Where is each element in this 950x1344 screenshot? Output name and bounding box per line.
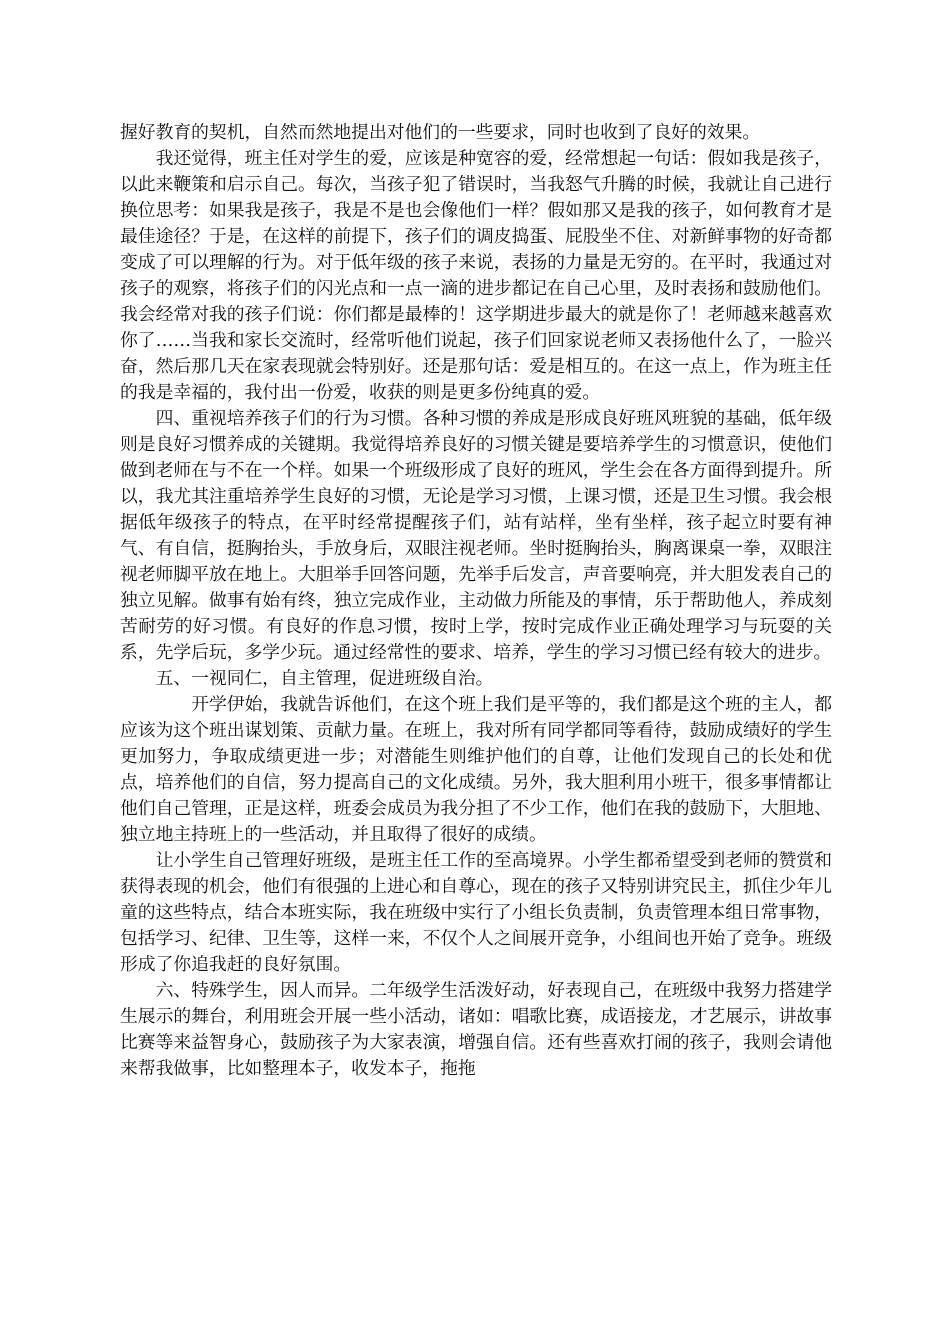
paragraph-section-six-special-students: 六、特殊学生，因人而异。二年级学生活泼好动，好表现自己，在班级中我努力搭建学生展示的舞台，利用班会开展一些小活动，诸如：唱歌比赛，成语接龙，才艺展示，讲故事比赛等来益智身心，鼓励孩子为大家表演，增强自信。还有些喜欢打闹的孩子，我则会请他来帮我做事，比如整理本子，收发本子，拖拖 (120, 980, 832, 1079)
paragraph-equality: 开学伊始，我就告诉他们，在这个班上我们是平等的，我们都是这个班的主人，都应该为这个班出谋划策、贡献力量。在班上，我对所有同学都同等看待，鼓励成绩好的学生更加努力，争取成绩更进一步；对潜能生则维护他们的自尊，让他们发现自己的长处和优点，培养他们的自信，努力提高自己的文化成绩。另外，我大胆利用小班干，很多事情都让他们自己管理，正是这样，班委会成员为我分担了不少工作，他们在我的鼓励下，大胆地、独立地主持班上的一些活动，并且取得了很好的成绩。 (120, 694, 832, 845)
document-page (120, 120, 832, 1082)
paragraph-section-four-habits: 四、重视培养孩子们的行为习惯。各种习惯的养成是形成良好班风班貌的基础，低年级则是良好习惯养成的关键期。我觉得培养良好的习惯关键是要培养学生的习惯意识，使他们做到老师在与不在一个样。如果一个班级形成了良好的班风，学生会在各方面得到提升。所以，我尤其注重培养学生良好的习惯，无论是学习习惯，上课习惯，还是卫生习惯。我会根据低年级孩子的特点，在平时经常提醒孩子们，站有站样，坐有坐样，孩子起立时要有神气、有自信，挺胸抬头，手放身后，双眼注视老师。坐时挺胸抬头，胸离课桌一拳，双眼注视老师脚平放在地上。大胆举手回答问题，先举手后发言，声音要响亮，并大胆发表自己的独立见解。做事有始有终，独立完成作业，主动做力所能及的事情，乐于帮助他人，养成刻苦耐劳的好习惯。有良好的作息习惯，按时上学，按时完成作业正确处理学习与玩耍的关系，先学后玩，多学少玩。通过经常性的要求、培养，学生的学习习惯已经有较大的进步。 (120, 408, 832, 663)
paragraph-section-five-heading: 五、一视同仁，自主管理，促进班级自治。 (155, 668, 494, 689)
paragraph-tolerant-love: 我还觉得，班主任对学生的爱，应该是种宽容的爱，经常想起一句话：假如我是孩子，以此来鞭策和启示自己。每次，当孩子犯了错误时，当我怒气升腾的时候，我就让自己进行换位思考：如果我是孩子，我是不是也会像他们一样？假如那又是我的孩子，如何教育才是最佳途径？于是，在这样的前提下，孩子们的调皮捣蛋、屁股坐不住、对新鲜事物的好奇都变成了可以理解的行为。对于低年级的孩子来说，表扬的力量是无穷的。在平时，我通过对孩子的观察，将孩子们的闪光点和一点一滴的进步都记在自己心里，及时表扬和鼓励他们。我会经常对我的孩子们说：你们都是最棒的！这学期进步最大的就是你了！老师越来越喜欢你了……当我和家长交流时，经常听他们说起，孩子们回家说老师又表扬他什么了，一脸兴奋，然后那几天在家表现就会特别好。还是那句话：爱是相互的。在这一点上，作为班主任的我是幸福的，我付出一份爱，收获的则是更多份纯真的爱。 (120, 148, 832, 403)
paragraph-self-management: 让小学生自己管理好班级，是班主任工作的至高境界。小学生都希望受到老师的赞赏和获得表现的机会，他们有很强的上进心和自尊心，现在的孩子又特别讲究民主，抓住少年儿童的这些特点，结合本班实际，我在班级中实行了小组长负责制，负责管理本组日常事物，包括学习、纪律、卫生等，这样一来，不仅个人之间展开竞争，小组间也开始了竞争。班级形成了你追我赶的良好氛围。 (120, 850, 832, 975)
paragraph-continuation: 握好教育的契机，自然而然地提出对他们的一些要求，同时也收到了良好的效果。 (120, 122, 761, 143)
